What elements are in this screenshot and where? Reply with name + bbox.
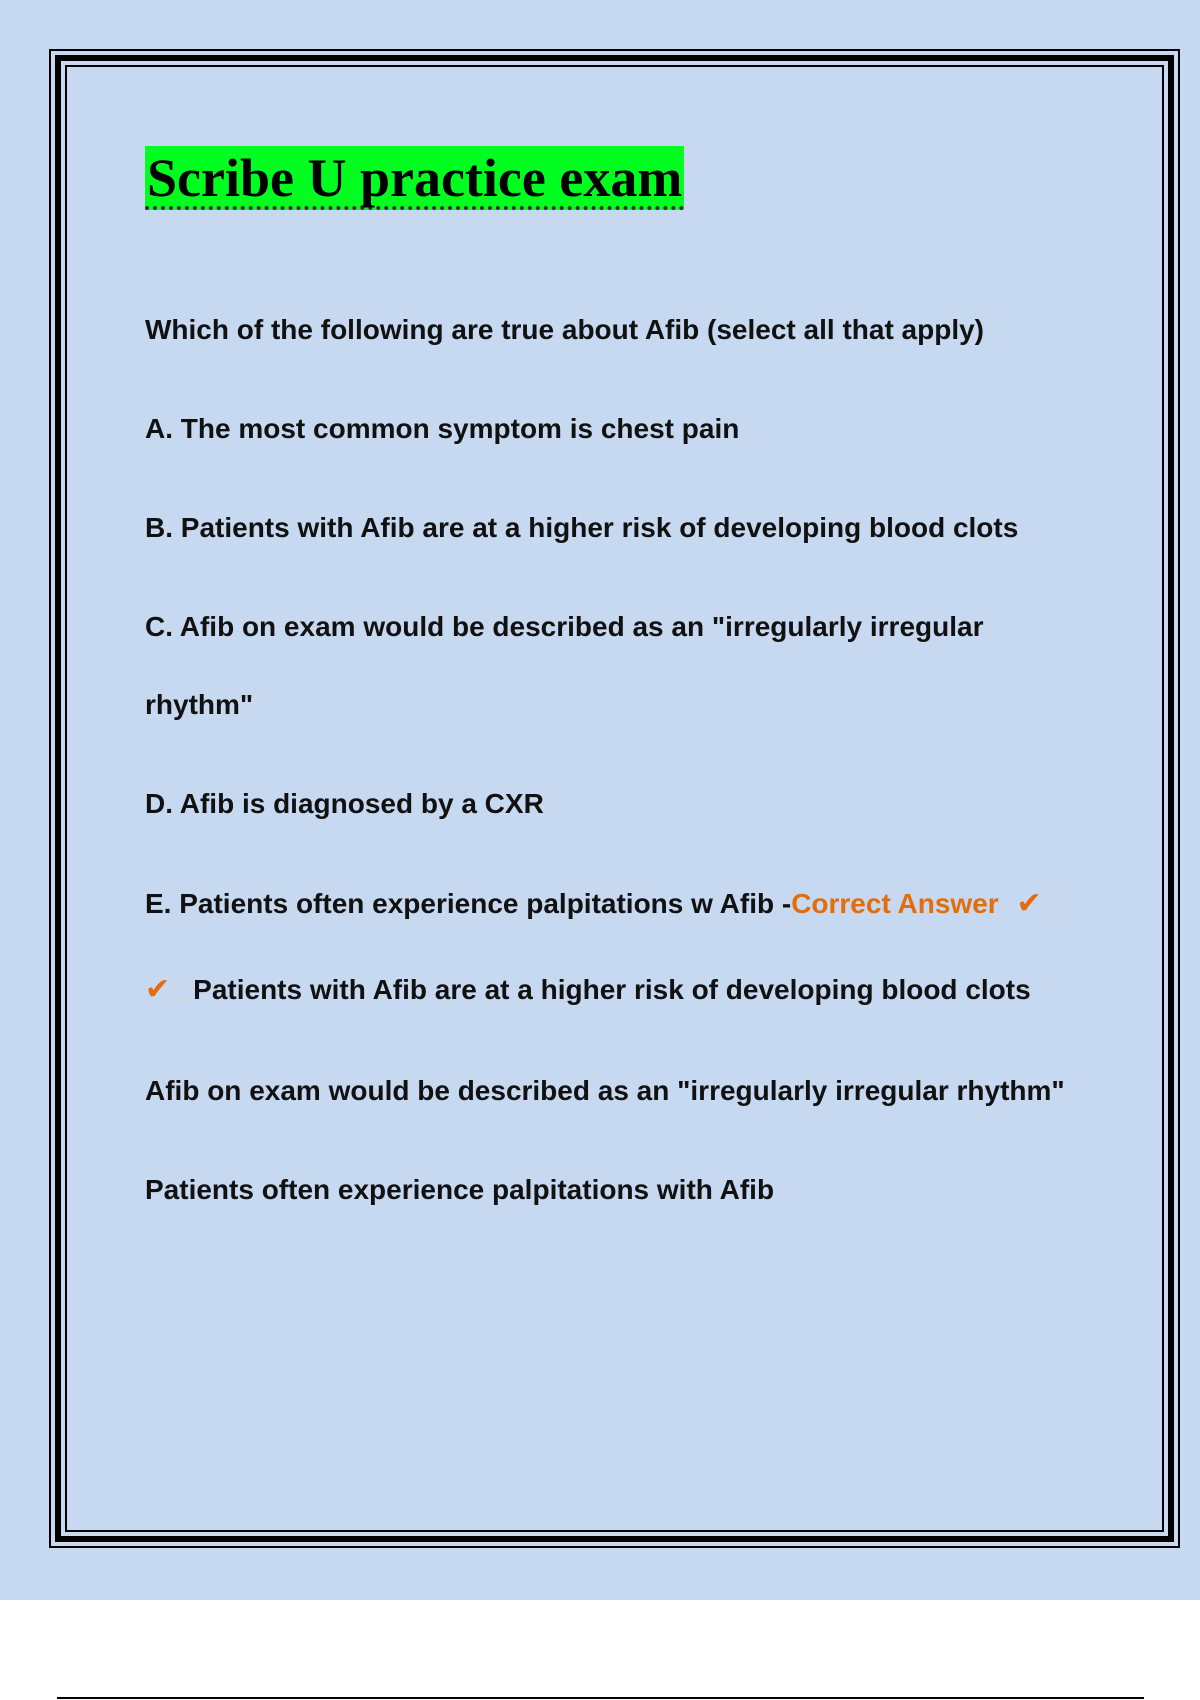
answer-1-row	[145, 972, 1031, 1008]
answer-2: Afib on exam would be described as an "irregularly irregular rhythm"	[145, 1075, 1065, 1106]
option-e-row	[145, 886, 1065, 922]
option-e: E. Patients often experience palpitations w Afib -	[145, 888, 792, 919]
question-text: Which of the following are true about Afib (select all that apply)	[145, 314, 985, 345]
option-b: B. Patients with Afib are at a higher risk of developing blood clots	[145, 512, 1019, 543]
missing-glyph-box-icon	[174, 981, 189, 1001]
option-c-continued: rhythm"	[145, 689, 254, 720]
option-c: C. Afib on exam would be described as an "irregularly irregular	[145, 611, 984, 642]
check-mark-icon: ✔	[145, 973, 171, 1006]
answer-3: Patients often experience palpitations with Afib	[145, 1174, 775, 1205]
footer-rule	[57, 1697, 1144, 1699]
correct-answer-label: Correct Answer	[791, 888, 999, 919]
option-a: A. The most common symptom is chest pain	[145, 413, 740, 444]
page-title: Scribe U practice exam	[147, 148, 683, 208]
option-d: D. Afib is diagnosed by a CXR	[145, 788, 544, 819]
missing-glyph-box-icon	[1046, 895, 1061, 915]
answer-1: Patients with Afib are at a higher risk of developing blood clots	[193, 974, 1031, 1005]
check-mark-icon: ✔	[1016, 887, 1042, 920]
